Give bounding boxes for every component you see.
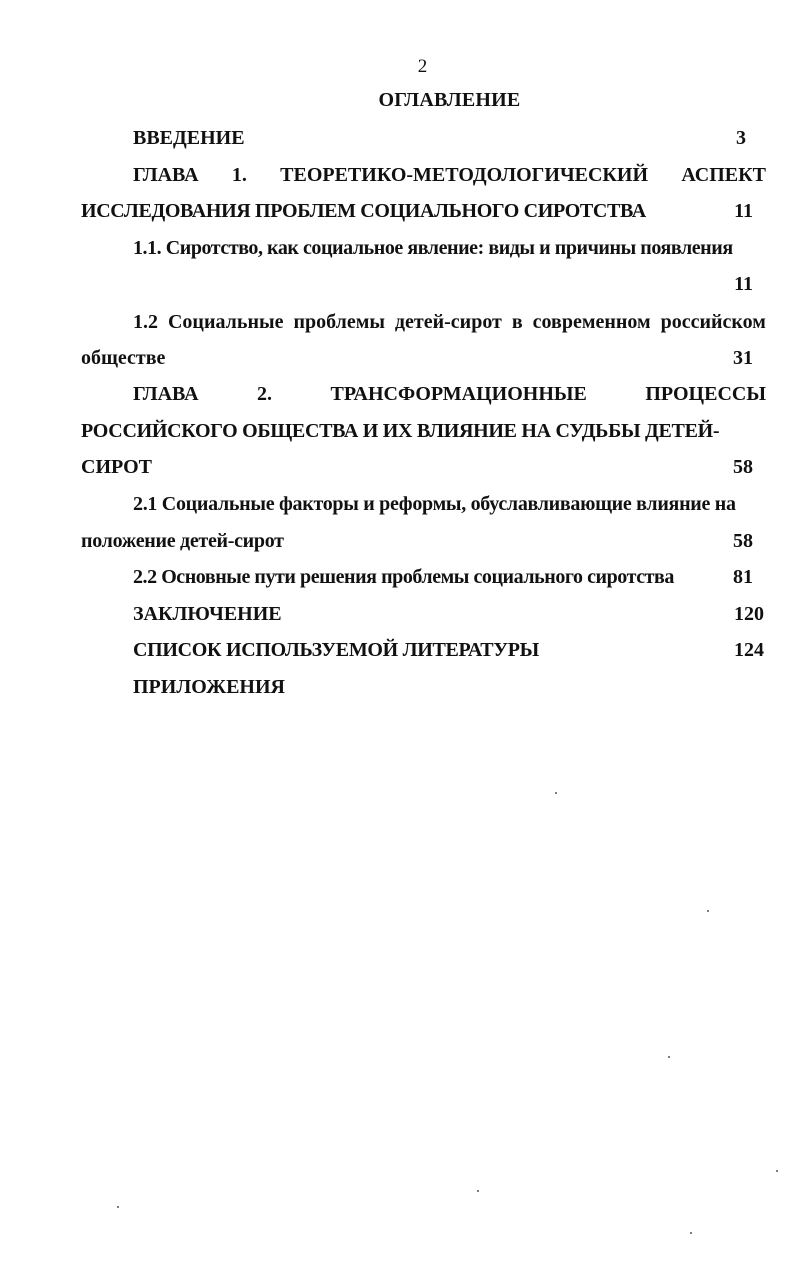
scan-speck (668, 1056, 670, 1058)
toc-page-number: 124 (734, 639, 764, 661)
toc-label: ВВЕДЕНИЕ (133, 127, 245, 149)
toc-page-number: 3 (736, 127, 746, 149)
word: ГЛАВА (133, 383, 199, 405)
toc-page-number: 58 (733, 456, 753, 478)
scan-speck (117, 1206, 119, 1208)
toc-label-line-1 (133, 310, 766, 334)
toc-page-number: 81 (733, 566, 753, 588)
toc-page-number: 120 (734, 603, 764, 625)
word: 1. (231, 164, 247, 186)
page-title: ОГЛАВЛЕНИЕ (378, 89, 521, 111)
toc-page-number: 11 (734, 273, 753, 295)
toc-page-number: 11 (734, 200, 753, 222)
toc-label-line-2: ИССЛЕДОВАНИЯ ПРОБЛЕМ СОЦИАЛЬНОГО СИРОТСТВА (81, 200, 646, 222)
toc-label: 1.1. Сиротство, как социальное явление: виды и причины появления (133, 237, 733, 259)
scan-speck (690, 1232, 692, 1234)
toc-label-line-2: обществе (81, 347, 166, 369)
word: ТЕОРЕТИКО-МЕТОДОЛОГИЧЕСКИЙ (280, 164, 649, 186)
toc-label-line-1 (133, 382, 766, 406)
toc-label-line-3: СИРОТ (81, 456, 152, 478)
toc-page-number: 31 (733, 347, 753, 369)
toc-label-line-2: положение детей-сирот (81, 530, 284, 552)
word: проблемы (293, 311, 385, 333)
toc-label-line-1: 2.1 Социальные факторы и реформы, обуславливающие влияние на (133, 493, 736, 515)
word: 1.2 (133, 311, 158, 333)
toc-label: ЗАКЛЮЧЕНИЕ (133, 603, 282, 625)
toc-label-line-1 (133, 163, 766, 187)
toc-label: ПРИЛОЖЕНИЯ (133, 676, 285, 698)
scan-speck (776, 1170, 778, 1172)
toc-label: 2.2 Основные пути решения проблемы социального сиротства (133, 566, 674, 588)
page-number: 2 (417, 56, 428, 77)
scan-speck (477, 1190, 479, 1192)
word: детей-сирот (394, 311, 502, 333)
word: 2. (257, 383, 273, 405)
scan-speck (555, 792, 557, 794)
word: АСПЕКТ (681, 164, 766, 186)
word: в (511, 311, 523, 333)
scan-speck (707, 910, 709, 912)
toc-label-line-2: РОССИЙСКОГО ОБЩЕСТВА И ИХ ВЛИЯНИЕ НА СУДЬБЫ ДЕТЕЙ- (81, 420, 720, 442)
word: ГЛАВА (133, 164, 199, 186)
toc-page-number: 58 (733, 530, 753, 552)
word: ТРАНСФОРМАЦИОННЫЕ (330, 383, 587, 405)
word: современном (532, 311, 651, 333)
word: Социальные (167, 311, 284, 333)
word: ПРОЦЕССЫ (645, 383, 766, 405)
word: российском (660, 311, 766, 333)
toc-label: СПИСОК ИСПОЛЬЗУЕМОЙ ЛИТЕРАТУРЫ (133, 639, 539, 661)
